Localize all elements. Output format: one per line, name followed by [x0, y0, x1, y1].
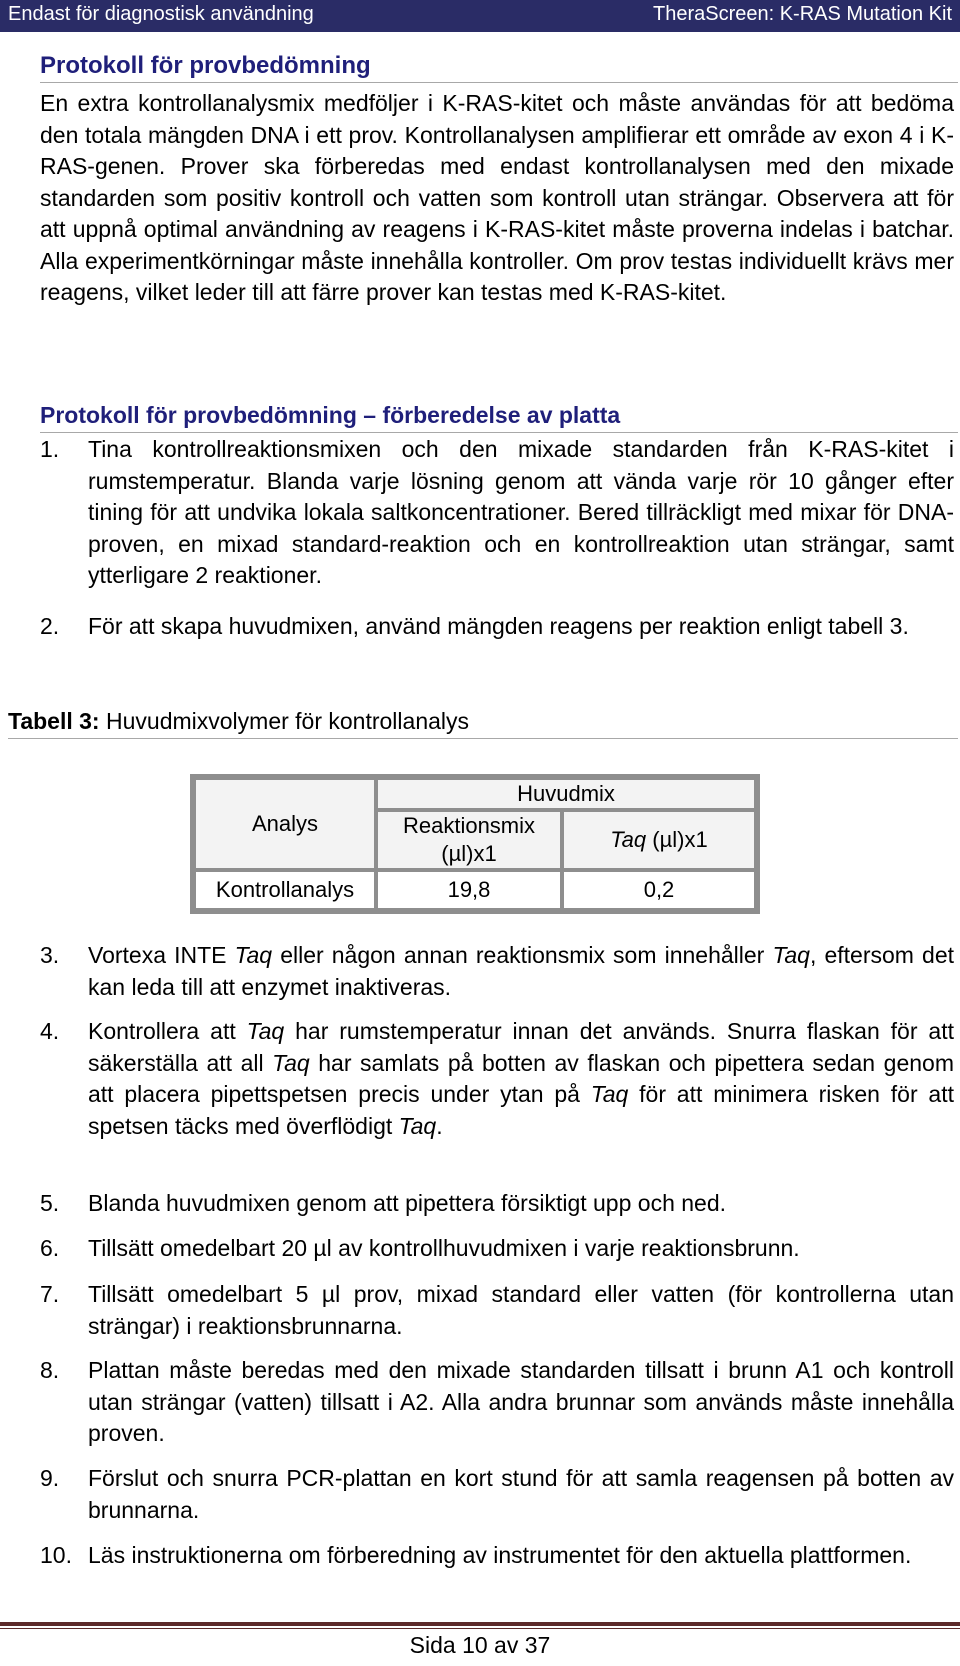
step-text: Förslut och snurra PCR-plattan en kort stund för att samla reagensen på botten av brunnarna.: [88, 1465, 954, 1523]
header-left-text: Endast för diagnostisk användning: [8, 3, 314, 25]
row-label: Kontrollanalys: [194, 870, 376, 910]
footer-rule-thin: [0, 1628, 960, 1629]
header-analys: Analys: [194, 778, 376, 870]
page-number: Sida 10 av 37: [409, 1632, 551, 1658]
table-caption-text: Huvudmixvolymer för kontrollanalys: [106, 708, 470, 734]
step-item: [40, 1279, 954, 1342]
section-title-rule: [40, 82, 958, 83]
step-text: Läs instruktionerna om förberedning av instrumentet för den aktuella plattformen.: [88, 1542, 912, 1568]
step-number: 7.: [40, 1281, 60, 1307]
step-text: Tillsätt omedelbart 5 µl prov, mixad standard eller vatten (för kontrollerna utan strängar) i reaktionsbrunnarna.: [88, 1281, 954, 1339]
footer-rule-thick: [0, 1622, 960, 1626]
table-caption-label: Tabell 3:: [8, 708, 100, 734]
row-reaktionsmix-value: 19,8: [376, 870, 562, 910]
step-item: [40, 1233, 954, 1265]
step-text: Kontrollera att Taq har rumstemperatur innan det används. Snurra flaskan för att säkerställa att all Taq har samlats på botten av flaskan och pipettera sedan genom att placera pipettspetsen precis under ytan på Taq för att minimera risken för att spetsen täcks med överflödigt Taq.: [88, 1018, 954, 1139]
step-item: [40, 940, 954, 1003]
header-taq-italic: Taq: [610, 827, 647, 852]
table-caption: [8, 708, 469, 735]
step-text: För att skapa huvudmixen, använd mängden reagens per reaktion enligt tabell 3.: [88, 613, 909, 639]
header-reaktionsmix: Reaktionsmix (µl)x1: [376, 810, 562, 870]
step-number: 10.: [40, 1542, 72, 1568]
page-header: [0, 0, 960, 32]
step-number: 1.: [40, 436, 60, 462]
step-text: Tina kontrollreaktionsmixen och den mixade standarden från K-RAS-kitet i rumstemperatur. Blanda varje lösning genom att vända varje rör 10 gånger efter tining för att undvika lokala saltkoncentrationer. Bered tillräckligt med mixar för DNA-proven, en mixad standard-reaktion och en kontrollreaktion utan strängar, samt ytterligare 2 reaktioner.: [88, 436, 954, 588]
header-taq: [562, 810, 756, 870]
step-number: 6.: [40, 1235, 60, 1261]
step-item: [40, 1463, 954, 1526]
step-item: [40, 1016, 954, 1142]
step-number: 8.: [40, 1357, 60, 1383]
header-taq-unit: (µl)x1: [652, 827, 708, 852]
intro-paragraph: En extra kontrollanalysmix medföljer i K-RAS-kitet och måste användas för att bedöma den totala mängden DNA i ett prov. Kontrollanalysen amplifierar ett område av exon 4 i K-RAS-genen. Prover ska förberedas med endast kontrollanalysen med den mixade standarden som positiv kontroll och vatten som kontroll utan strängar. Observera att för att uppnå optimal användning av reagens i K-RAS-kitet måste proverna indelas i batchar. Alla experimentkörningar måste innehålla kontroller. Om prov testas individuellt krävs mer reagens, vilket leder till att färre prover kan testas med K-RAS-kitet.: [40, 90, 954, 305]
section-title: Protokoll för provbedömning: [40, 52, 371, 79]
step-number: 4.: [40, 1018, 60, 1044]
subsection-title: Protokoll för provbedömning – förberedelse av platta: [40, 402, 621, 428]
step-item: [40, 1188, 954, 1220]
step-text: Blanda huvudmixen genom att pipettera försiktigt upp och ned.: [88, 1190, 727, 1216]
master-mix-table: [190, 774, 760, 914]
header-huvudmix: Huvudmix: [376, 778, 756, 810]
table-caption-rule: [8, 738, 958, 739]
step-text: Vortexa INTE Taq eller någon annan reaktionsmix som innehåller Taq, eftersom det kan leda till att enzymet inaktiveras.: [88, 942, 954, 1000]
step-item: [40, 434, 954, 592]
step-number: 3.: [40, 942, 60, 968]
step-item: [40, 1355, 954, 1450]
step-number: 2.: [40, 613, 60, 639]
step-item: [40, 611, 954, 643]
step-text: Plattan måste beredas med den mixade standarden tillsatt i brunn A1 och kontroll utan strängar (vatten) tillsatt i A2. Alla andra brunnar som används måste innehålla proven.: [88, 1357, 954, 1446]
step-number: 5.: [40, 1190, 60, 1216]
row-taq-value: 0,2: [562, 870, 756, 910]
subsection-title-rule: [40, 432, 958, 433]
step-text: Tillsätt omedelbart 20 µl av kontrollhuvudmixen i varje reaktionsbrunn.: [88, 1235, 800, 1261]
header-right-text: TheraScreen: K-RAS Mutation Kit: [652, 3, 952, 25]
step-number: 9.: [40, 1465, 60, 1491]
step-item: [40, 1540, 954, 1572]
